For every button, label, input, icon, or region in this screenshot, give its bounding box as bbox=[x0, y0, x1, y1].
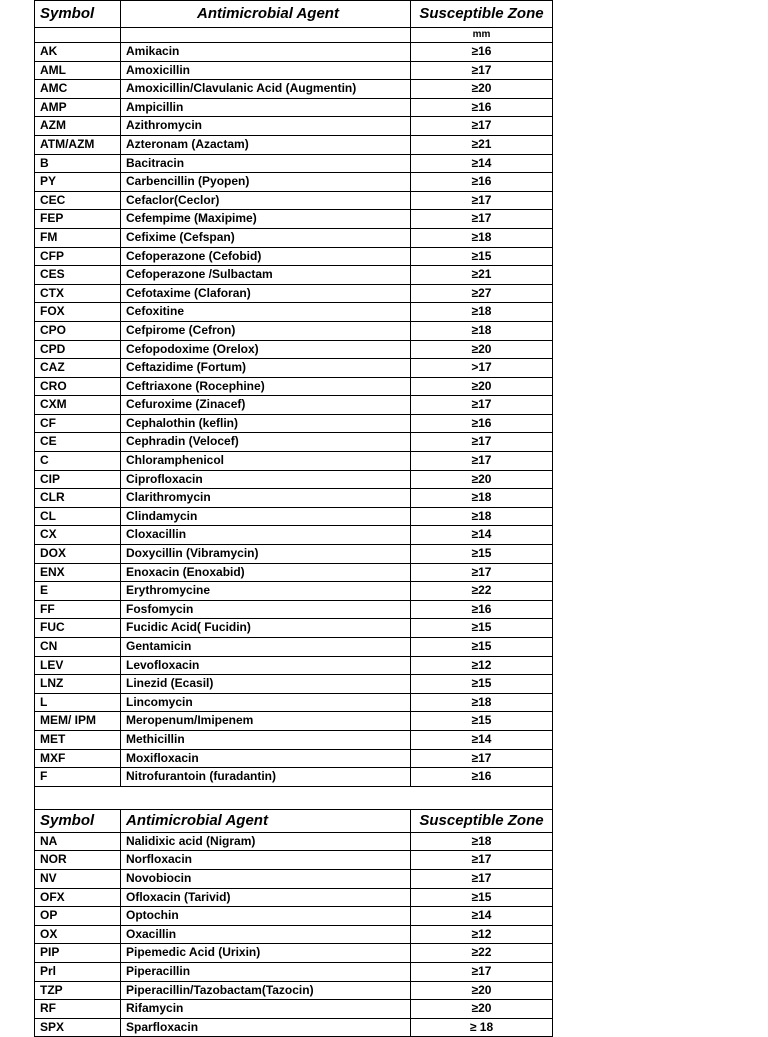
symbol-cell: NA bbox=[35, 832, 121, 851]
agent-cell: Lincomycin bbox=[121, 693, 411, 712]
unit-label: mm bbox=[411, 28, 553, 43]
symbol-cell: PIP bbox=[35, 944, 121, 963]
zone-cell: ≥17 bbox=[411, 749, 553, 768]
table-row bbox=[35, 563, 553, 582]
table-row bbox=[35, 944, 553, 963]
symbol-cell: CPO bbox=[35, 321, 121, 340]
table-header bbox=[35, 1, 553, 28]
agent-cell: Moxifloxacin bbox=[121, 749, 411, 768]
zone-cell: ≥18 bbox=[411, 489, 553, 508]
symbol-cell: CLR bbox=[35, 489, 121, 508]
symbol-cell: CEC bbox=[35, 191, 121, 210]
zone-cell: ≥14 bbox=[411, 526, 553, 545]
agent-cell: Cefoxitine bbox=[121, 303, 411, 322]
zone-cell: ≥17 bbox=[411, 452, 553, 471]
header-zone: Susceptible Zone bbox=[411, 1, 553, 28]
spacer-cell bbox=[35, 786, 553, 809]
zone-cell: ≥14 bbox=[411, 730, 553, 749]
symbol-cell: LNZ bbox=[35, 675, 121, 694]
agent-cell: Clindamycin bbox=[121, 507, 411, 526]
symbol-cell: NOR bbox=[35, 851, 121, 870]
symbol-cell: FF bbox=[35, 600, 121, 619]
agent-cell: Rifamycin bbox=[121, 1000, 411, 1019]
table-row bbox=[35, 359, 553, 378]
symbol-cell: ATM/AZM bbox=[35, 135, 121, 154]
symbol-cell: CTX bbox=[35, 284, 121, 303]
symbol-cell: TZP bbox=[35, 981, 121, 1000]
agent-cell: Bacitracin bbox=[121, 154, 411, 173]
symbol-cell: CF bbox=[35, 414, 121, 433]
agent-cell: Pipemedic Acid (Urixin) bbox=[121, 944, 411, 963]
agent-cell: Optochin bbox=[121, 907, 411, 926]
table-row bbox=[35, 117, 553, 136]
symbol-cell: RF bbox=[35, 1000, 121, 1019]
zone-cell: ≥17 bbox=[411, 61, 553, 80]
agent-cell: Azithromycin bbox=[121, 117, 411, 136]
table-row bbox=[35, 582, 553, 601]
symbol-cell: FUC bbox=[35, 619, 121, 638]
symbol-cell: E bbox=[35, 582, 121, 601]
table-row bbox=[35, 675, 553, 694]
agent-cell: Azteronam (Azactam) bbox=[121, 135, 411, 154]
zone-cell: ≥18 bbox=[411, 507, 553, 526]
symbol-cell: CAZ bbox=[35, 359, 121, 378]
agent-cell: Amoxicillin bbox=[121, 61, 411, 80]
symbol-cell: AML bbox=[35, 61, 121, 80]
zone-cell: ≥15 bbox=[411, 247, 553, 266]
zone-cell: ≥ 18 bbox=[411, 1018, 553, 1037]
zone-cell: ≥15 bbox=[411, 638, 553, 657]
zone-cell: ≥12 bbox=[411, 925, 553, 944]
zone-cell: ≥18 bbox=[411, 832, 553, 851]
zone-cell: ≥18 bbox=[411, 693, 553, 712]
unit-blank-1 bbox=[35, 28, 121, 43]
antimicrobial-table bbox=[34, 0, 553, 1037]
agent-cell: Piperacillin bbox=[121, 962, 411, 981]
zone-cell: ≥18 bbox=[411, 303, 553, 322]
agent-cell: Cephradin (Velocef) bbox=[121, 433, 411, 452]
zone-cell: ≥17 bbox=[411, 117, 553, 136]
header-zone: Susceptible Zone bbox=[411, 809, 553, 832]
agent-cell: Oxacillin bbox=[121, 925, 411, 944]
agent-cell: Methicillin bbox=[121, 730, 411, 749]
zone-cell: ≥16 bbox=[411, 98, 553, 117]
zone-cell: ≥17 bbox=[411, 563, 553, 582]
table-row bbox=[35, 228, 553, 247]
agent-cell: Chloramphenicol bbox=[121, 452, 411, 471]
zone-cell: ≥15 bbox=[411, 545, 553, 564]
zone-cell: ≥20 bbox=[411, 377, 553, 396]
table-row bbox=[35, 526, 553, 545]
symbol-cell: FM bbox=[35, 228, 121, 247]
header-symbol: Symbol bbox=[35, 809, 121, 832]
agent-cell: Fucidic Acid( Fucidin) bbox=[121, 619, 411, 638]
symbol-cell: OP bbox=[35, 907, 121, 926]
table-row bbox=[35, 414, 553, 433]
table-row bbox=[35, 377, 553, 396]
header-symbol: Symbol bbox=[35, 1, 121, 28]
zone-cell: >17 bbox=[411, 359, 553, 378]
agent-cell: Nitrofurantoin (furadantin) bbox=[121, 768, 411, 787]
agent-cell: Gentamicin bbox=[121, 638, 411, 657]
symbol-cell: PY bbox=[35, 173, 121, 192]
symbol-cell: LEV bbox=[35, 656, 121, 675]
table-row bbox=[35, 507, 553, 526]
agent-cell: Linezid (Ecasil) bbox=[121, 675, 411, 694]
symbol-cell: CRO bbox=[35, 377, 121, 396]
agent-cell: Cefotaxime (Claforan) bbox=[121, 284, 411, 303]
zone-cell: ≥20 bbox=[411, 981, 553, 1000]
table-row bbox=[35, 981, 553, 1000]
zone-cell: ≥22 bbox=[411, 944, 553, 963]
table-row bbox=[35, 730, 553, 749]
agent-cell: Cefpirome (Cefron) bbox=[121, 321, 411, 340]
symbol-cell: FEP bbox=[35, 210, 121, 229]
zone-cell: ≥20 bbox=[411, 80, 553, 99]
table-row bbox=[35, 907, 553, 926]
agent-cell: Cefoperazone /Sulbactam bbox=[121, 266, 411, 285]
symbol-cell: OFX bbox=[35, 888, 121, 907]
table-header-2 bbox=[35, 809, 553, 832]
zone-cell: ≥14 bbox=[411, 907, 553, 926]
table-row bbox=[35, 470, 553, 489]
agent-cell: Amikacin bbox=[121, 43, 411, 62]
table-row bbox=[35, 452, 553, 471]
table-row bbox=[35, 1000, 553, 1019]
symbol-cell: CE bbox=[35, 433, 121, 452]
agent-cell: Piperacillin/Tazobactam(Tazocin) bbox=[121, 981, 411, 1000]
table-row bbox=[35, 80, 553, 99]
agent-cell: Novobiocin bbox=[121, 869, 411, 888]
table-row bbox=[35, 191, 553, 210]
symbol-cell: CFP bbox=[35, 247, 121, 266]
agent-cell: Meropenum/Imipenem bbox=[121, 712, 411, 731]
symbol-cell: B bbox=[35, 154, 121, 173]
zone-cell: ≥27 bbox=[411, 284, 553, 303]
zone-cell: ≥15 bbox=[411, 888, 553, 907]
zone-cell: ≥20 bbox=[411, 1000, 553, 1019]
agent-cell: Erythromycine bbox=[121, 582, 411, 601]
table-row bbox=[35, 247, 553, 266]
zone-cell: ≥16 bbox=[411, 600, 553, 619]
table-row bbox=[35, 433, 553, 452]
table-row bbox=[35, 284, 553, 303]
unit-blank-2 bbox=[121, 28, 411, 43]
agent-cell: Carbencillin (Pyopen) bbox=[121, 173, 411, 192]
header-agent: Antimicrobial Agent bbox=[121, 1, 411, 28]
table-row bbox=[35, 303, 553, 322]
table-row bbox=[35, 210, 553, 229]
agent-cell: Cefixime (Cefspan) bbox=[121, 228, 411, 247]
agent-cell: Ceftazidime (Fortum) bbox=[121, 359, 411, 378]
spacer-row bbox=[35, 786, 553, 809]
symbol-cell: C bbox=[35, 452, 121, 471]
zone-cell: ≥22 bbox=[411, 582, 553, 601]
symbol-cell: MXF bbox=[35, 749, 121, 768]
table-row bbox=[35, 321, 553, 340]
table-row bbox=[35, 173, 553, 192]
symbol-cell: CES bbox=[35, 266, 121, 285]
agent-cell: Clarithromycin bbox=[121, 489, 411, 508]
zone-cell: ≥15 bbox=[411, 675, 553, 694]
symbol-cell: Prl bbox=[35, 962, 121, 981]
table-row bbox=[35, 545, 553, 564]
agent-cell: Sparfloxacin bbox=[121, 1018, 411, 1037]
table-row bbox=[35, 749, 553, 768]
table-row bbox=[35, 619, 553, 638]
table-row bbox=[35, 43, 553, 62]
symbol-cell: CPD bbox=[35, 340, 121, 359]
table-row bbox=[35, 266, 553, 285]
table-row bbox=[35, 396, 553, 415]
agent-cell: Fosfomycin bbox=[121, 600, 411, 619]
table-row bbox=[35, 638, 553, 657]
zone-cell: ≥21 bbox=[411, 266, 553, 285]
zone-cell: ≥17 bbox=[411, 851, 553, 870]
zone-cell: ≥17 bbox=[411, 869, 553, 888]
table-row bbox=[35, 98, 553, 117]
table-row bbox=[35, 693, 553, 712]
agent-cell: Cloxacillin bbox=[121, 526, 411, 545]
agent-cell: Ciprofloxacin bbox=[121, 470, 411, 489]
symbol-cell: OX bbox=[35, 925, 121, 944]
agent-cell: Ofloxacin (Tarivid) bbox=[121, 888, 411, 907]
zone-cell: ≥18 bbox=[411, 228, 553, 247]
susceptibility-sheet bbox=[34, 0, 552, 1037]
agent-cell: Levofloxacin bbox=[121, 656, 411, 675]
zone-cell: ≥15 bbox=[411, 619, 553, 638]
table-row bbox=[35, 61, 553, 80]
table-row bbox=[35, 135, 553, 154]
zone-cell: ≥18 bbox=[411, 321, 553, 340]
zone-cell: ≥15 bbox=[411, 712, 553, 731]
agent-cell: Ampicillin bbox=[121, 98, 411, 117]
symbol-cell: DOX bbox=[35, 545, 121, 564]
agent-cell: Norfloxacin bbox=[121, 851, 411, 870]
zone-cell: ≥16 bbox=[411, 43, 553, 62]
table-row bbox=[35, 768, 553, 787]
zone-cell: ≥17 bbox=[411, 396, 553, 415]
zone-cell: ≥16 bbox=[411, 768, 553, 787]
symbol-cell: AZM bbox=[35, 117, 121, 136]
agent-cell: Cephalothin (keflin) bbox=[121, 414, 411, 433]
table-row bbox=[35, 1018, 553, 1037]
symbol-cell: CX bbox=[35, 526, 121, 545]
agent-cell: Cefoperazone (Cefobid) bbox=[121, 247, 411, 266]
table-row bbox=[35, 600, 553, 619]
zone-cell: ≥16 bbox=[411, 414, 553, 433]
table-row bbox=[35, 851, 553, 870]
table-row bbox=[35, 712, 553, 731]
symbol-cell: F bbox=[35, 768, 121, 787]
symbol-cell: CL bbox=[35, 507, 121, 526]
symbol-cell: AK bbox=[35, 43, 121, 62]
table-row bbox=[35, 925, 553, 944]
symbol-cell: MET bbox=[35, 730, 121, 749]
symbol-cell: SPX bbox=[35, 1018, 121, 1037]
table-row bbox=[35, 489, 553, 508]
zone-cell: ≥20 bbox=[411, 340, 553, 359]
symbol-cell: CIP bbox=[35, 470, 121, 489]
agent-cell: Cefopodoxime (Orelox) bbox=[121, 340, 411, 359]
symbol-cell: ENX bbox=[35, 563, 121, 582]
table-row bbox=[35, 656, 553, 675]
agent-cell: Ceftriaxone (Rocephine) bbox=[121, 377, 411, 396]
zone-cell: ≥21 bbox=[411, 135, 553, 154]
symbol-cell: CXM bbox=[35, 396, 121, 415]
agent-cell: Enoxacin (Enoxabid) bbox=[121, 563, 411, 582]
symbol-cell: L bbox=[35, 693, 121, 712]
unit-row bbox=[35, 28, 553, 43]
table-row bbox=[35, 340, 553, 359]
symbol-cell: CN bbox=[35, 638, 121, 657]
table-row bbox=[35, 154, 553, 173]
symbol-cell: FOX bbox=[35, 303, 121, 322]
agent-cell: Cefempime (Maxipime) bbox=[121, 210, 411, 229]
table-row bbox=[35, 888, 553, 907]
symbol-cell: MEM/ IPM bbox=[35, 712, 121, 731]
symbol-cell: AMP bbox=[35, 98, 121, 117]
agent-cell: Cefuroxime (Zinacef) bbox=[121, 396, 411, 415]
table-row bbox=[35, 832, 553, 851]
agent-cell: Nalidixic acid (Nigram) bbox=[121, 832, 411, 851]
table-row bbox=[35, 869, 553, 888]
zone-cell: ≥17 bbox=[411, 210, 553, 229]
zone-cell: ≥16 bbox=[411, 173, 553, 192]
zone-cell: ≥12 bbox=[411, 656, 553, 675]
zone-cell: ≥17 bbox=[411, 191, 553, 210]
zone-cell: ≥17 bbox=[411, 433, 553, 452]
symbol-cell: NV bbox=[35, 869, 121, 888]
table-row bbox=[35, 962, 553, 981]
symbol-cell: AMC bbox=[35, 80, 121, 99]
agent-cell: Cefaclor(Ceclor) bbox=[121, 191, 411, 210]
zone-cell: ≥14 bbox=[411, 154, 553, 173]
zone-cell: ≥20 bbox=[411, 470, 553, 489]
agent-cell: Doxycillin (Vibramycin) bbox=[121, 545, 411, 564]
agent-cell: Amoxicillin/Clavulanic Acid (Augmentin) bbox=[121, 80, 411, 99]
zone-cell: ≥17 bbox=[411, 962, 553, 981]
header-agent: Antimicrobial Agent bbox=[121, 809, 411, 832]
